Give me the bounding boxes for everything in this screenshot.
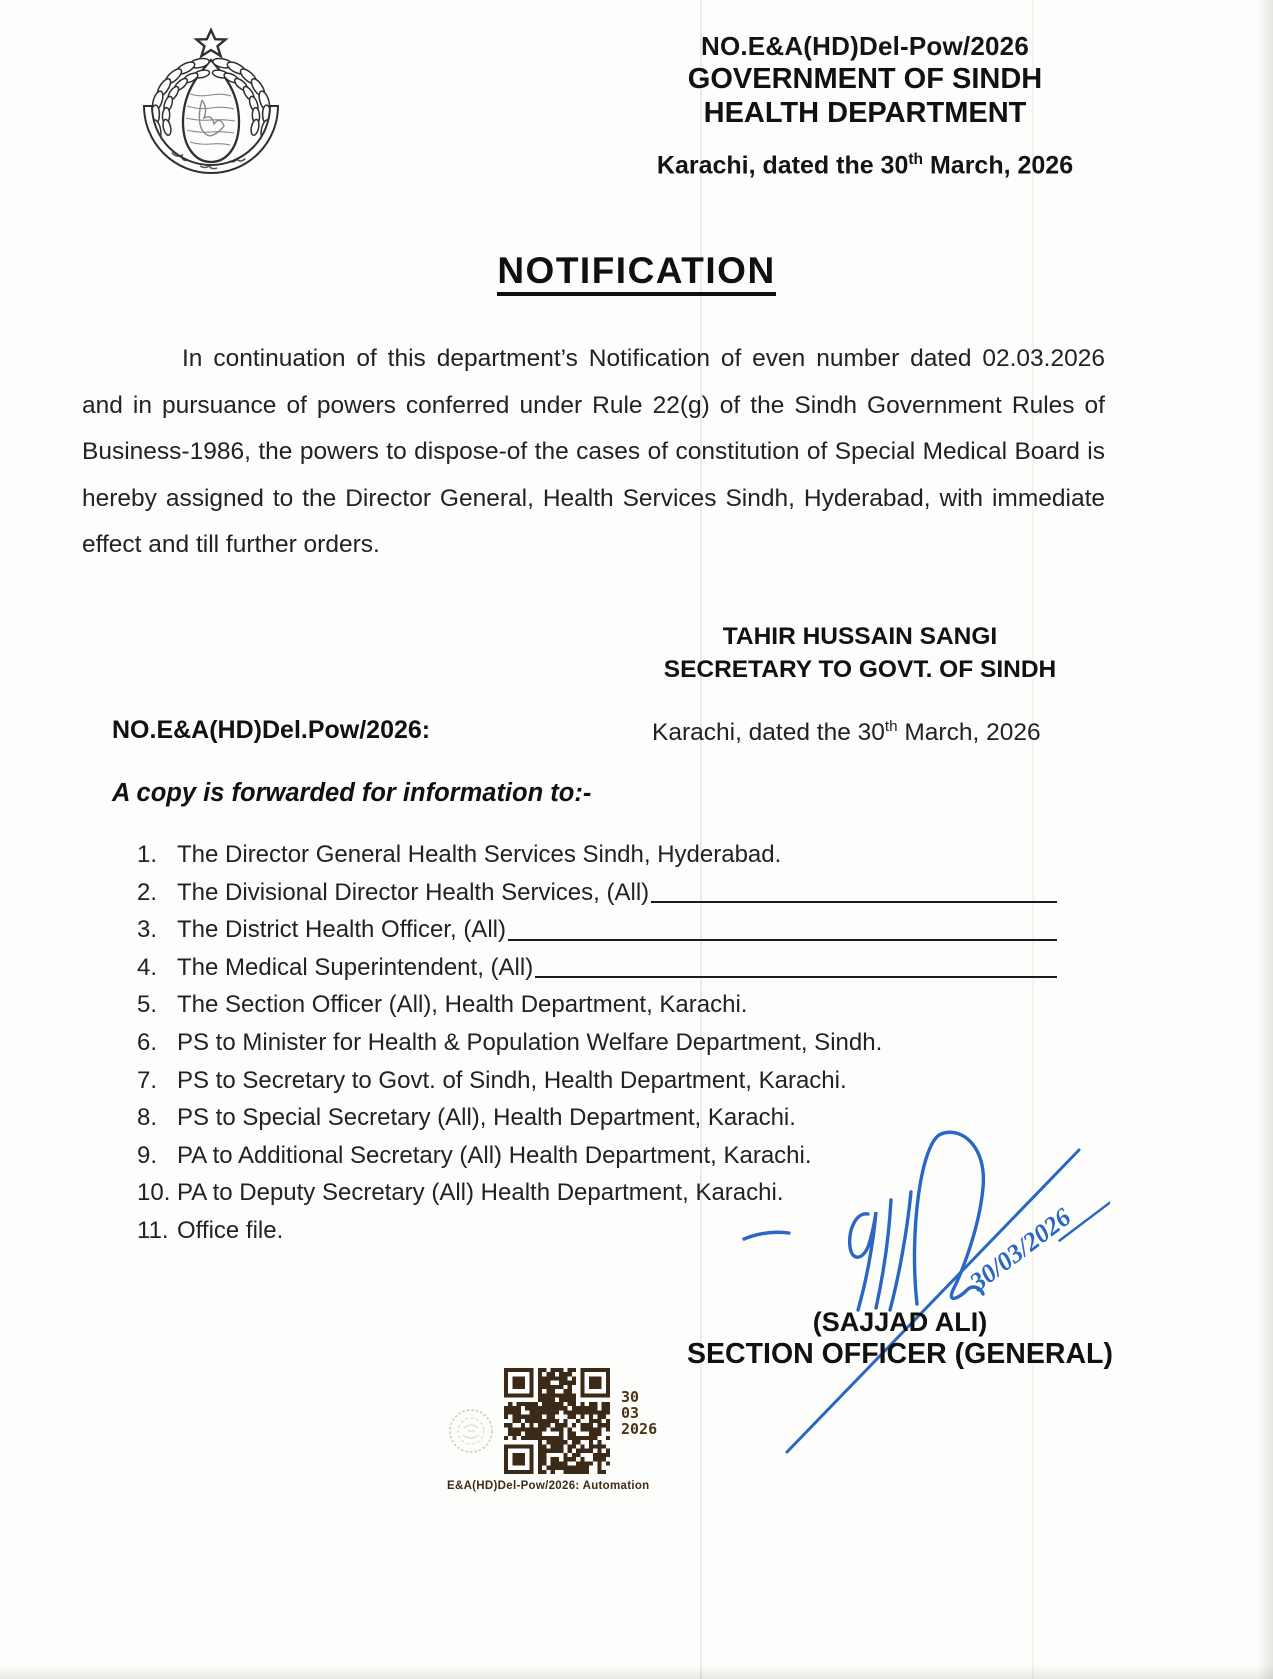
list-number: 3. — [137, 916, 158, 944]
document-title: NOTIFICATION — [0, 250, 1273, 292]
list-item — [137, 986, 1057, 1024]
letterhead-government: GOVERNMENT OF SINDH — [687, 63, 1043, 95]
list-text: The Director General Health Services Sindh, Hyderabad. — [177, 841, 782, 868]
qr-code — [504, 1366, 610, 1476]
fill-in-blank-line — [533, 949, 1057, 987]
sindh-government-emblem-icon — [126, 22, 296, 192]
list-number: 6. — [137, 1028, 158, 1056]
signatory-title: SECRETARY TO GOVT. OF SINDH — [663, 656, 1057, 683]
reference-number: NO.E&A(HD)Del.Pow/2026: — [112, 716, 431, 744]
list-number: 4. — [137, 953, 158, 981]
list-number: 10. — [137, 1179, 171, 1207]
svg-text:30/03/2026: 30/03/2026 — [964, 1202, 1077, 1297]
list-number: 7. — [137, 1066, 158, 1094]
list-number: 9. — [137, 1141, 158, 1169]
fill-in-blank-line — [649, 874, 1057, 912]
list-text: PA to Additional Secretary (All) Health Department, Karachi. — [177, 1141, 812, 1169]
list-text: PS to Special Secretary (All), Health Department, Karachi. — [177, 1104, 796, 1132]
star-icon — [197, 30, 226, 56]
signatory-block — [630, 620, 1090, 686]
list-number: 5. — [137, 991, 158, 1019]
handwritten-signature — [690, 1060, 1110, 1460]
signature-name: (SAJJAD ALI) — [812, 1307, 988, 1337]
list-number: 11. — [137, 1216, 169, 1244]
qr-caption: E&A(HD)Del-Pow/2026: Automation — [447, 1480, 650, 1492]
letterhead-department: HEALTH DEPARTMENT — [703, 97, 1027, 129]
list-text: PS to Secretary to Govt. of Sindh, Health Department, Karachi. — [177, 1066, 847, 1094]
faint-round-stamp — [444, 1402, 500, 1462]
signature-title: SECTION OFFICER (GENERAL) — [687, 1338, 1113, 1370]
signature-strike-line — [787, 1150, 1079, 1452]
list-text: The Medical Superintendent, (All) — [177, 953, 534, 981]
list-text: PA to Deputy Secretary (All) Health Department, Karachi. — [177, 1179, 784, 1207]
letterhead-ref-number: NO.E&A(HD)Del-Pow/2026 — [700, 31, 1030, 61]
list-text: The Section Officer (All), Health Department, Karachi. — [177, 991, 748, 1019]
list-item — [137, 874, 1057, 912]
signature-dash — [744, 1232, 789, 1239]
list-item — [137, 911, 1057, 949]
forward-line: A copy is forwarded for information to:- — [112, 779, 592, 807]
list-number: 1. — [137, 841, 158, 868]
fill-in-blank-line — [506, 911, 1057, 949]
list-number: 8. — [137, 1104, 158, 1132]
list-item — [137, 1024, 1057, 1062]
stamp-date: 30 03 2026 — [621, 1388, 658, 1438]
list-text: The Divisional Director Health Services, (All) — [177, 878, 650, 906]
letterhead — [640, 30, 1090, 180]
list-number: 2. — [137, 878, 158, 906]
signature-block — [650, 1306, 1150, 1370]
signatory-name: TAHIR HUSSAIN SANGI — [722, 623, 998, 650]
list-item — [137, 836, 1057, 874]
scan-edge-shadow — [0, 1665, 1273, 1679]
body-paragraph: In continuation of this department’s Notification of even number dated 02.03.2026 and in pursuance of powers conferred under Rule 22(g) of the Sindh Government Rules of Business-1986, the powers to dispose-of the cases of constitution of Special Medical Board is hereby assigned to the Director General, Health Services Sindh, Hyderabad, with immediate effect and till further orders. — [82, 345, 1105, 558]
list-item — [137, 949, 1057, 987]
list-text: PS to Minister for Health & Population Welfare Department, Sindh. — [177, 1028, 883, 1056]
list-text: The District Health Officer, (All) — [177, 916, 506, 944]
list-text: Office file. — [177, 1216, 284, 1244]
letterhead-date: Karachi, dated the 30th March, 2026 — [656, 151, 1074, 180]
reference-date: Karachi, dated the 30th March, 2026 — [652, 718, 1041, 747]
